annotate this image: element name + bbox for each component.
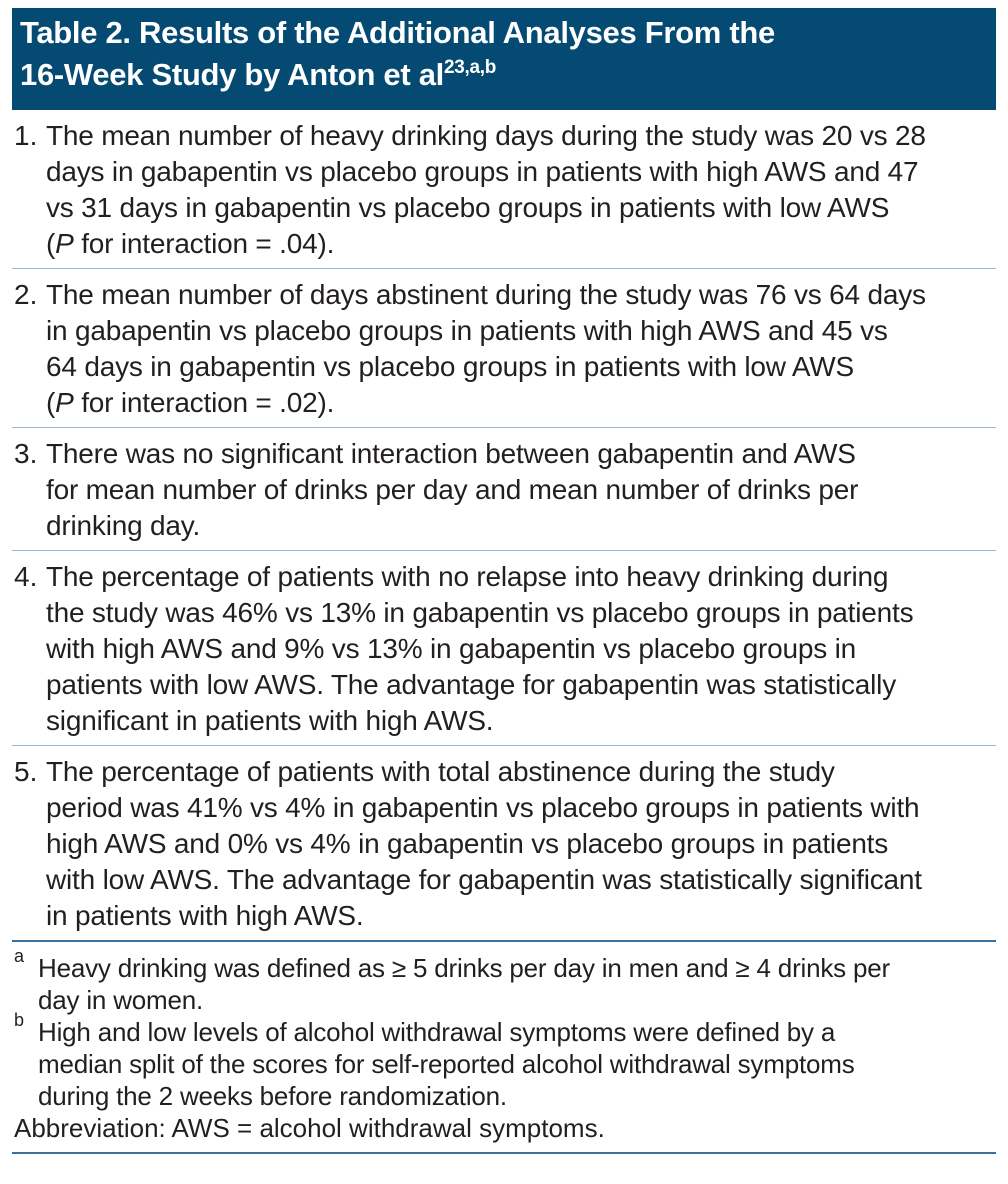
item-line [46, 703, 996, 739]
item-line [46, 754, 996, 790]
item-line [46, 559, 996, 595]
item-number: 2. [14, 279, 38, 310]
item-line [46, 667, 996, 703]
footnote-line: during the 2 weeks before randomization. [38, 1081, 507, 1111]
list-item [12, 559, 996, 746]
item-text: in patients with high AWS. [46, 900, 364, 931]
item-text: The percentage of patients with total abstinence during the study [46, 756, 835, 787]
item-text: drinking day. [46, 510, 201, 541]
item-text: The percentage of patients with no relapse into heavy drinking during [46, 561, 889, 592]
item-line [46, 385, 996, 421]
list-item [12, 436, 996, 551]
item-line [46, 862, 996, 898]
item-line [46, 436, 996, 472]
item-text: for interaction = .04). [73, 228, 335, 259]
item-number: 5. [14, 756, 38, 787]
item-line [46, 313, 996, 349]
table-footnotes [12, 946, 996, 1154]
item-line [46, 154, 996, 190]
results-list [12, 118, 996, 950]
item-text: ( [46, 228, 56, 259]
title-line-1: Table 2. Results of the Additional Analyses From the [20, 15, 775, 50]
item-text: with low AWS. The advantage for gabapentin was statistically significant [46, 864, 922, 895]
item-line [46, 631, 996, 667]
footnote-line: day in women. [38, 985, 204, 1015]
item-text: the study was 46% vs 13% in gabapentin vs placebo groups in patients [46, 597, 914, 628]
footnote-line: High and low levels of alcohol withdrawal symptoms were defined by a [38, 1017, 836, 1047]
item-text: The mean number of days abstinent during the study was 76 vs 64 days [46, 279, 926, 310]
list-item [12, 277, 996, 428]
item-text: 64 days in gabapentin vs placebo groups in patients with low AWS [46, 351, 854, 382]
title-superscript: 23,a,b [443, 57, 497, 78]
title-text: 16-Week Study by Anton et al [20, 57, 444, 92]
item-number: 1. [14, 120, 38, 151]
item-line [46, 349, 996, 385]
list-item [12, 754, 996, 942]
item-text: There was no significant interaction between gabapentin and AWS [46, 438, 856, 469]
item-line [46, 226, 996, 262]
item-line [46, 118, 996, 154]
footnote-marker: a [14, 946, 25, 966]
item-text: period was 41% vs 4% in gabapentin vs placebo groups in patients with [46, 792, 920, 823]
footnote-line: median split of the scores for self-reported alcohol withdrawal symptoms [38, 1049, 855, 1079]
item-line [46, 826, 996, 862]
item-line [46, 472, 996, 508]
item-text: in gabapentin vs placebo groups in patients with high AWS and 45 vs [46, 315, 888, 346]
title-line-2 [20, 54, 996, 96]
item-text: for interaction = .02). [73, 387, 335, 418]
item-text: patients with low AWS. The advantage for gabapentin was statistically [46, 669, 897, 700]
item-line [46, 277, 996, 313]
p-value-symbol: P [55, 387, 74, 418]
item-text: days in gabapentin vs placebo groups in patients with high AWS and 47 [46, 156, 919, 187]
item-line [46, 898, 996, 934]
abbreviation-note: Abbreviation: AWS = alcohol withdrawal symptoms. [14, 1113, 605, 1143]
item-line [46, 508, 996, 544]
footnote-a [12, 946, 996, 1016]
item-text: high AWS and 0% vs 4% in gabapentin vs placebo groups in patients [46, 828, 889, 859]
footnote-b [12, 1010, 996, 1112]
footnote-marker: b [14, 1010, 25, 1030]
item-text: with high AWS and 9% vs 13% in gabapentin vs placebo groups in [46, 633, 856, 664]
item-line [46, 190, 996, 226]
item-text: ( [46, 387, 56, 418]
list-item [12, 118, 996, 269]
item-text: for mean number of drinks per day and mean number of drinks per [46, 474, 859, 505]
footnote-line: Heavy drinking was defined as ≥ 5 drinks per day in men and ≥ 4 drinks per [38, 953, 890, 983]
item-number: 3. [14, 438, 38, 469]
item-text: significant in patients with high AWS. [46, 705, 494, 736]
item-text: The mean number of heavy drinking days during the study was 20 vs 28 [46, 120, 926, 151]
table-title [12, 8, 996, 110]
item-number: 4. [14, 561, 38, 592]
item-line [46, 595, 996, 631]
item-text: vs 31 days in gabapentin vs placebo groups in patients with low AWS [46, 192, 890, 223]
p-value-symbol: P [55, 228, 74, 259]
item-line [46, 790, 996, 826]
